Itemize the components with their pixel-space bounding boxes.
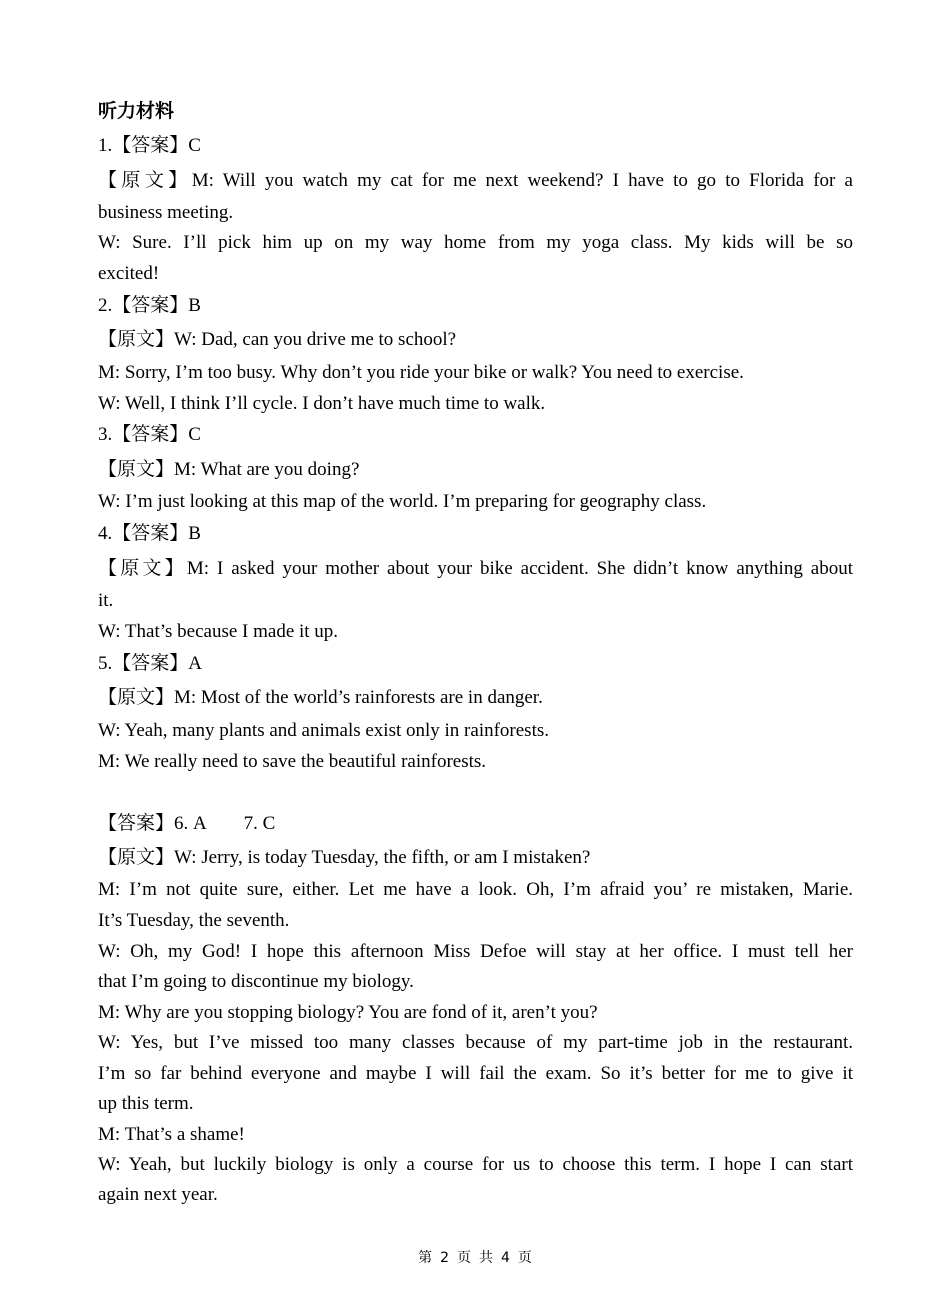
- transcript-line: 【原文】M: Most of the world’s rainforests are in danger.: [98, 687, 543, 708]
- transcript-line: that I’m going to discontinue my biology.: [98, 971, 414, 992]
- transcript-line: W: That’s because I made it up.: [98, 621, 339, 642]
- transcript-line: M: That’s a shame!: [98, 1124, 245, 1145]
- footer-ye: 页: [457, 1250, 471, 1266]
- transcript-line: W: Yeah, but luckily biology is only a course for us to choose this term. I hope I can start: [98, 1154, 853, 1175]
- transcript-line: It’s Tuesday, the seventh.: [98, 910, 290, 931]
- transcript-line: 【原文】M: Will you watch my cat for me next weekend? I have to go to Florida for a: [98, 170, 853, 191]
- answer-line-2: 2.【答案】B: [98, 295, 201, 316]
- transcript-line: 【原文】M: I asked your mother about your bike accident. She didn’t know anything about: [98, 558, 853, 579]
- transcript-line: W: Sure. I’ll pick him up on my way home from my yoga class. My kids will be so: [98, 232, 853, 253]
- transcript-line: it.: [98, 590, 114, 611]
- answer-line-6-7: 【答案】6. A 7. C: [98, 813, 276, 834]
- transcript-line: M: We really need to save the beautiful rainforests.: [98, 751, 487, 772]
- transcript-line: M: Why are you stopping biology? You are fond of it, aren’t you?: [98, 1002, 598, 1023]
- footer-gong: 共: [479, 1250, 493, 1266]
- transcript-line: up this term.: [98, 1093, 194, 1114]
- transcript-line: W: Oh, my God! I hope this afternoon Miss Defoe will stay at her office. I must tell her: [98, 941, 853, 962]
- answer-line-4: 4.【答案】B: [98, 523, 201, 544]
- transcript-line: W: I’m just looking at this map of the world. I’m preparing for geography class.: [98, 491, 707, 512]
- transcript-line: business meeting.: [98, 202, 234, 223]
- footer-total-pages: 4: [501, 1250, 510, 1266]
- transcript-line: W: Yeah, many plants and animals exist only in rainforests.: [98, 720, 549, 741]
- transcript-line: 【原文】W: Jerry, is today Tuesday, the fifth, or am I mistaken?: [98, 847, 591, 868]
- transcript-line: 【原文】M: What are you doing?: [98, 459, 360, 480]
- footer-ye2: 页: [517, 1250, 532, 1266]
- transcript-line: 【原文】W: Dad, can you drive me to school?: [98, 329, 457, 350]
- transcript-line: W: Yes, but I’ve missed too many classes because of my part-time job in the restaurant.: [98, 1032, 853, 1053]
- transcript-line: M: Sorry, I’m too busy. Why don’t you ride your bike or walk? You need to exercise.: [98, 362, 744, 383]
- transcript-line: excited!: [98, 263, 160, 284]
- transcript-line: W: Well, I think I’ll cycle. I don’t have much time to walk.: [98, 393, 546, 414]
- footer-page-number: 2: [440, 1250, 449, 1266]
- transcript-line: M: I’m not quite sure, either. Let me have a look. Oh, I’m afraid you’ re mistaken, Marie.: [98, 879, 853, 900]
- page-footer: [0, 1249, 950, 1267]
- transcript-line: I’m so far behind everyone and maybe I will fail the exam. So it’s better for me to give it: [98, 1063, 853, 1084]
- answer-line-3: 3.【答案】C: [98, 424, 201, 445]
- footer-di: 第: [418, 1250, 433, 1266]
- page-title: 听力材料: [98, 100, 175, 122]
- answer-line-5: 5.【答案】A: [98, 653, 202, 674]
- transcript-line: again next year.: [98, 1184, 218, 1205]
- answer-line-1: 1.【答案】C: [98, 135, 201, 156]
